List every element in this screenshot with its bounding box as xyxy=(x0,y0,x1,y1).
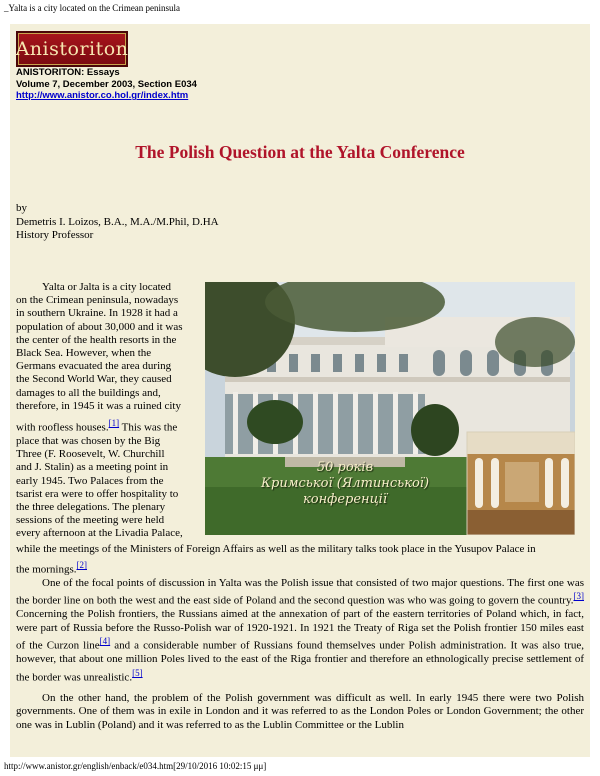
text-line: every afternoon at the Livadia Palace, xyxy=(16,527,183,540)
caption-line-3: конференції xyxy=(303,492,387,507)
text-line: Yalta or Jalta is a city located xyxy=(42,281,172,293)
footnote-ref-1[interactable]: [1] xyxy=(108,418,120,429)
text-line xyxy=(16,417,208,435)
text-fragment: the mornings. xyxy=(16,563,77,576)
text-line: and J. Stalin) as a meeting point in xyxy=(16,461,169,474)
footnote-ref-5[interactable]: [5] xyxy=(132,667,143,678)
caption-line-1: 50 років xyxy=(316,460,374,475)
text-line xyxy=(16,559,584,577)
text-line: sessions of the meeting were held xyxy=(16,514,165,527)
publication-info xyxy=(16,67,197,102)
text-line: therefore, in 1945 it was a ruined city xyxy=(16,399,181,412)
footnote-ref-3[interactable]: [3] xyxy=(573,591,584,602)
livadia-palace-photo xyxy=(205,282,575,535)
roofless-text: with roofless houses. xyxy=(16,421,109,434)
text-fragment: This was the xyxy=(121,421,178,434)
text-line: population of about 30,000 and it was xyxy=(16,320,183,333)
photo-caption xyxy=(245,460,445,508)
text-line: Black Sea. However, when the xyxy=(16,347,152,360)
paragraph-3 xyxy=(16,692,584,732)
text-line: Three (F. Roosevelt, W. Churchill xyxy=(16,448,165,461)
caption-line-2: Кримської (Ялтинської) xyxy=(260,476,430,491)
footnote-ref-2[interactable]: [2] xyxy=(76,560,87,571)
byline xyxy=(16,202,219,243)
text-line: early 1945. Two Palaces from the xyxy=(16,474,164,487)
author-name: Demetris I. Loizos, B.A., M.A./M.Phil, D.HA xyxy=(16,215,219,228)
text-line: Germans evacuated the area during xyxy=(16,360,172,373)
text-fragment: Concerning the Polish frontiers, the Russians aimed at the annexation of part of the eastern territories of Poland which, in fact, were part of Russia before the Russo-Polish war of 1920-1921. In 1921 the Treaty of Riga set the Polish frontier 150 miles east of the Curzon line xyxy=(16,608,584,652)
text-fragment: One of the focal points of discussion in Yalta was the Polish issue that consisted of two major questions. The first one was the border line on both the west and the east side of Poland and the second question was who was going to govern the country. xyxy=(16,577,584,608)
paragraph-1-tail xyxy=(16,543,584,577)
text-line: on the Crimean peninsula, nowadays xyxy=(16,294,179,307)
anistoriton-logo[interactable] xyxy=(16,31,128,67)
text-line: while the meetings of the Ministers of Foreign Affairs as well as the military talks took place in the Yusupov Palace in xyxy=(16,543,536,555)
text-line: place that was chosen by the Big xyxy=(16,434,161,447)
text-line: tsarist era were to offer hospitality to xyxy=(16,487,179,500)
text-line: the Second World War, they caused xyxy=(16,373,172,386)
paragraph-2 xyxy=(16,577,584,685)
text-fragment: and a considerable number of Russians found themselves under Polish administration. It was also true, however, that about one million Poles lived to the east of the Riga frontier and therefore an ethnologically precise settlement of the border was unrealistic. xyxy=(16,639,585,684)
document-page xyxy=(10,24,590,757)
by-label: by xyxy=(16,202,27,214)
paragraph-1-column xyxy=(16,281,208,541)
text-line: in southern Ukraine. In 1928 it had a xyxy=(16,307,178,320)
paragraph-2-text xyxy=(16,577,584,685)
paragraph-3-text: On the other hand, the problem of the Polish government was difficult as well. In early 1945 there were two Polish governments. One of them was in exile in London and it was referred to as the London Poles or London Government; the other one was in Lublin (Poland) and it was referred to as the Lublin Committee or the Lublin xyxy=(16,692,584,731)
article-title: The Polish Question at the Yalta Conference xyxy=(135,142,465,162)
print-header: _Yalta is a city located on the Crimean peninsula xyxy=(4,3,181,13)
text-line: the center of the health resorts in the xyxy=(16,333,177,346)
publication-link[interactable]: http://www.anistor.co.hol.gr/index.htm xyxy=(16,90,189,101)
author-role: History Professor xyxy=(16,229,94,241)
publication-name: ANISTORITON: Essays xyxy=(16,67,120,78)
text-line: damages to all the buildings and, xyxy=(16,386,161,399)
text-line: the three delegations. The plenary xyxy=(16,500,166,513)
publication-volume: Volume 7, December 2003, Section E034 xyxy=(16,78,197,90)
footnote-ref-4[interactable]: [4] xyxy=(99,636,111,647)
print-footer: http://www.anistor.gr/english/enback/e034.htm[29/10/2016 10:02:15 μμ] xyxy=(4,761,267,771)
logo-text: Anistoriton xyxy=(15,38,129,60)
